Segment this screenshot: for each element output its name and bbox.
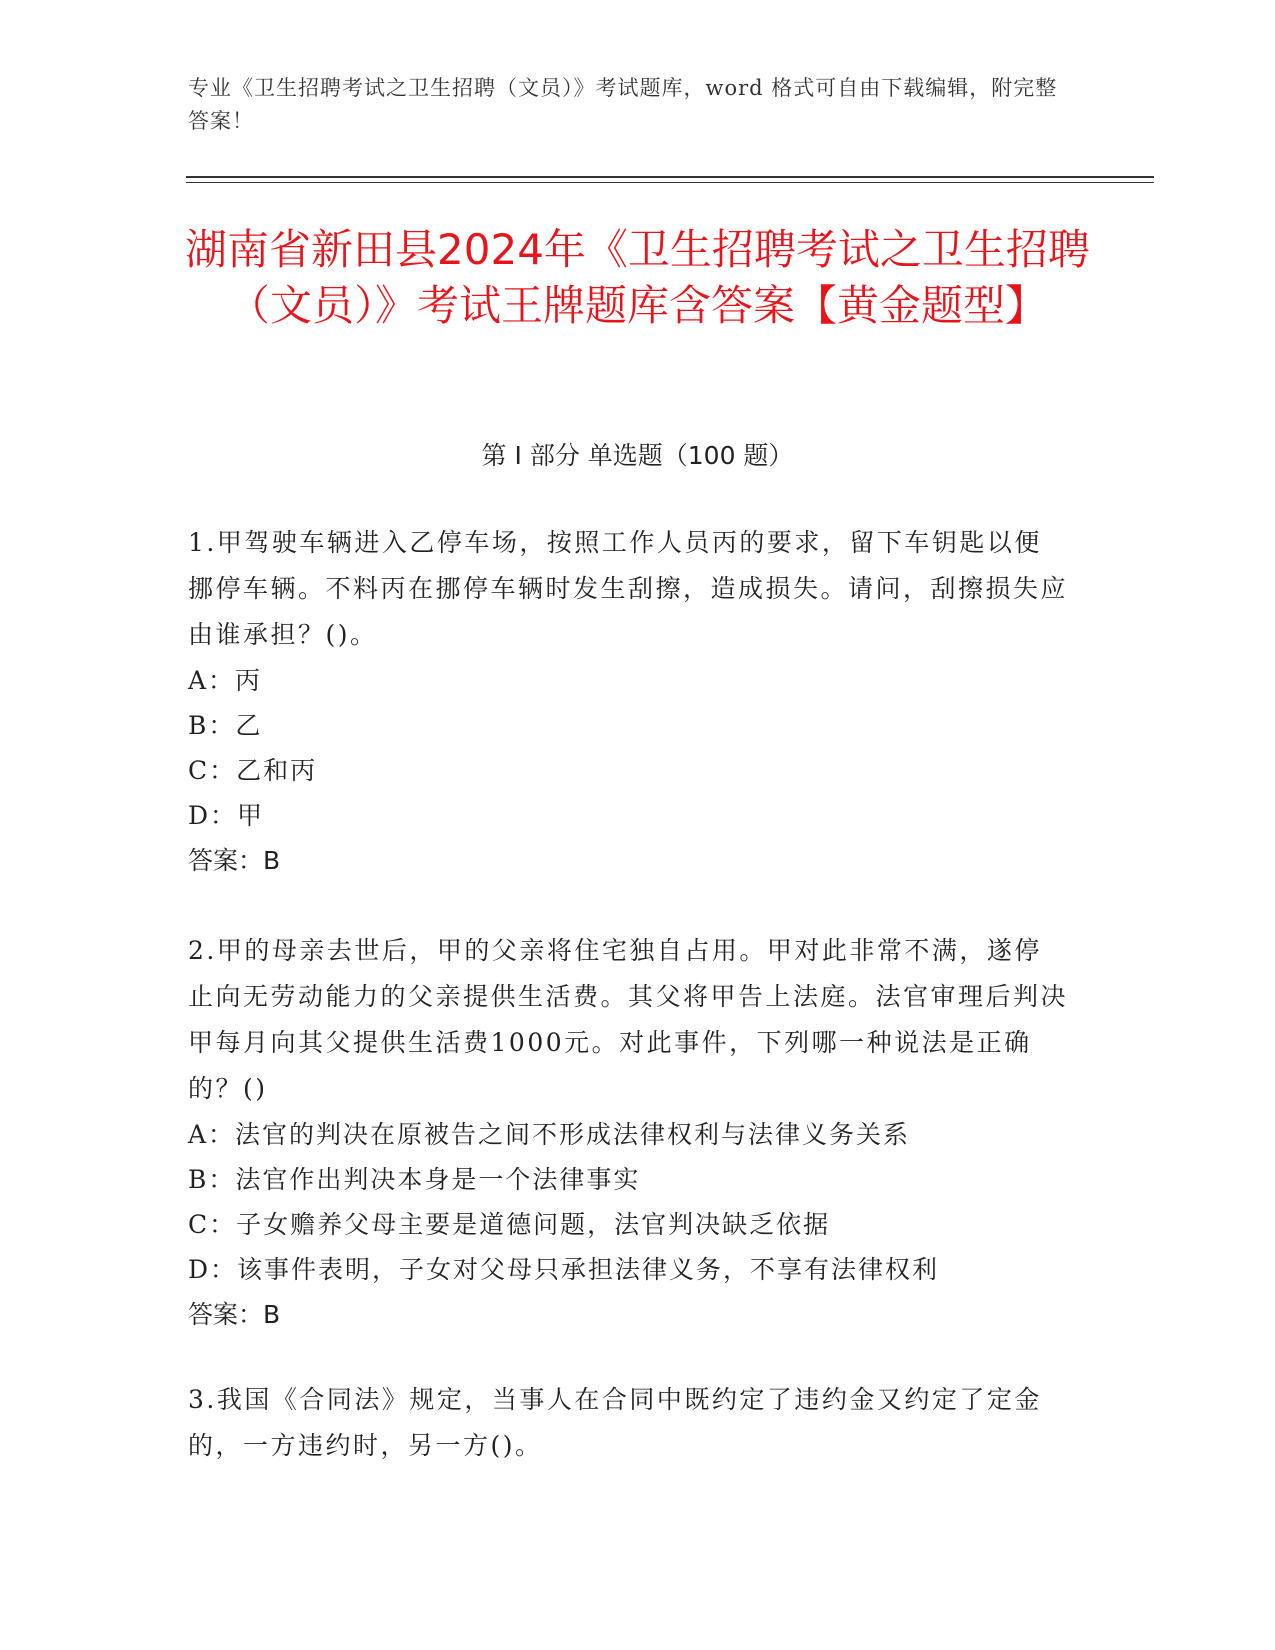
question-2 [188,928,1068,1337]
header-divider-thick [186,176,1154,178]
option-c: C：乙和丙 [188,756,318,785]
question-1 [188,520,1068,883]
section-heading: 第 I 部分 单选题（100 题） [481,441,794,470]
option-d: D：甲 [188,801,265,830]
question-stem: 3.我国《合同法》规定，当事人在合同中既约定了违约金又约定了定金的，一方违约时，另一方()。 [188,1385,1042,1460]
answer-line: 答案：B [188,1300,281,1329]
option-a: A：法官的判决在原被告之间不形成法律权利与法律义务关系 [188,1120,911,1149]
option-a: A：丙 [188,666,263,695]
question-stem: 1.甲驾驶车辆进入乙停车场，按照工作人员丙的要求，留下车钥匙以便挪停车辆。不料丙在挪停车辆时发生刮擦，造成损失。请问，刮擦损失应由谁承担？()。 [188,528,1069,649]
header-note: 专业《卫生招聘考试之卫生招聘（文员）》考试题库，word 格式可自由下载编辑，附完整答案！ [188,76,1058,133]
option-d: D：该事件表明，子女对父母只承担法律义务，不享有法律权利 [188,1255,940,1284]
question-3 [188,1377,1068,1469]
option-b: B：法官作出判决本身是一个法律事实 [188,1165,641,1194]
option-b: B：乙 [188,711,263,740]
question-stem: 2.甲的母亲去世后，甲的父亲将住宅独自占用。甲对此非常不满，遂停止向无劳动能力的父亲提供生活费。其父将甲告上法庭。法官审理后判决甲每月向其父提供生活费1000元。对此事件，下列哪一种说法是正确的？() [188,936,1069,1103]
answer-line: 答案：B [188,846,281,875]
document-title: 湖南省新田县2024年《卫生招聘考试之卫生招聘（文员）》考试王牌题库含答案【黄金题型】 [185,225,1090,330]
header-divider-thin [186,182,1154,183]
option-c: C：子女赡养父母主要是道德问题，法官判决缺乏依据 [188,1210,831,1239]
